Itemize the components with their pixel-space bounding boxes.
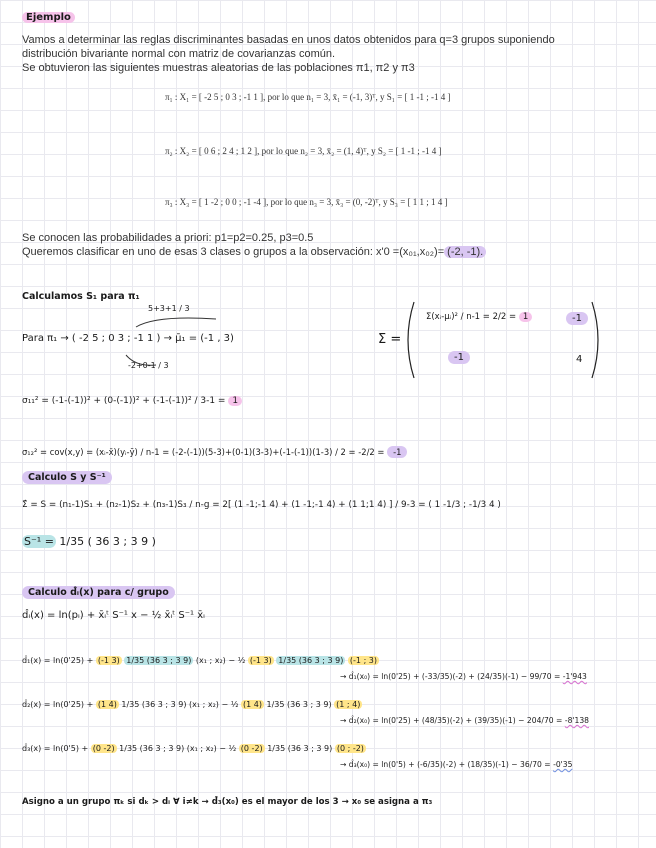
conclusion: Asigno a un grupo πₖ si dₖ > dᵢ ∀ i≠k → d̂₃(x₀) es el mayor de los 3 → x₀ se asigna a π₃	[22, 797, 433, 807]
d2-result: → d̂₂(x₀) = ln(0'25) + (48/35)(-2) + (39/35)(-1) − 204/70 = -8'138	[340, 716, 589, 725]
note-mean-x: -2+0-1 / 3	[128, 361, 169, 370]
observation: (-2, -1).	[444, 246, 486, 258]
s-inverse	[22, 535, 156, 548]
para-pi1: Para π₁ → ( -2 5 ; 0 3 ; -1 1 ) → μ̄₁ = (-1 , 3)	[22, 333, 234, 344]
section-d: Calculo d̂ᵢ(x) para c/ grupo	[22, 587, 175, 598]
intro	[22, 33, 632, 75]
population-2: π₂ : X₂ = [ 0 6 ; 2 4 ; 1 2 ], por lo que n₂ = 3, x̄₂ = (1, 4)ᵀ, y S₂ = [ 1 -1 ; -1 4 ]	[165, 146, 442, 156]
classify-text: Queremos clasificar en uno de esas 3 clases o grupos a la observación: x'0 =(x₀₁,x₀₂)=	[22, 246, 445, 258]
population-3: π₃ : X₃ = [ 1 -2 ; 0 0 ; -1 -4 ], por lo que n₃ = 3, x̄₃ = (0, -2)ᵀ, y S₃ = [ 1 1 ; 1 4 ]	[165, 197, 448, 207]
d3-equation: d̂₃(x) = ln(0'5) + (0 -2) 1/35 (36 3 ; 3 9) (x₁ ; x₂) − ½ (0 -2) 1/35 (36 3 ; 3 9) (0 ; -2)	[22, 744, 364, 753]
classify-line	[22, 245, 486, 259]
sigma-formula-text: Σ(xᵢ-μᵢ)² / n-1 = 2/2 =	[426, 312, 517, 322]
priors: Se conocen las probabilidades a priori: p1=p2=0.25, p3=0.5	[22, 232, 314, 244]
section-s: Calculo S y S⁻¹	[22, 472, 112, 483]
sigma-11: 1	[519, 312, 532, 322]
sigma11-equation	[22, 396, 242, 406]
sigma11-value: 1	[228, 396, 242, 406]
note-mean-y: 5+3+1 / 3	[148, 304, 190, 313]
sigma-21: -1	[448, 352, 470, 363]
sigma11-text: σ₁₁² = (-1-(-1))² + (0-(-1))² + (-1-(-1))² / 3-1 =	[22, 396, 226, 406]
sigma-12: -1	[566, 313, 588, 324]
d-general-formula: d̂ᵢ(x) = ln(pᵢ) + x̄ᵢᵗ S⁻¹ x − ½ x̄ᵢᵗ S⁻¹ x̄ᵢ	[22, 610, 205, 621]
intro-line: distribución bivariante normal con matriz de covarianzas común.	[22, 48, 336, 60]
sigma-label: Σ =	[378, 332, 402, 347]
s-inverse-label: S⁻¹ =	[24, 535, 54, 548]
sigma-formula	[426, 312, 532, 322]
population-1: π₁ : X₁ = [ -2 5 ; 0 3 ; -1 1 ], por lo que n₁ = 3, x̄₁ = (-1, 3)ᵀ, y S₁ = [ 1 -1 ; -1 4 ]	[165, 92, 451, 102]
s-inverse-value: 1/35 ( 36 3 ; 3 9 )	[59, 535, 156, 548]
intro-line: Vamos a determinar las reglas discriminantes basadas en unos datos obtenidos para q=3 grupos suponiendo	[22, 34, 555, 46]
d1-equation: d̂₁(x) = ln(0'25) + (-1 3) 1/35 (36 3 ; 3 9) (x₁ ; x₂) − ½ (-1 3) 1/35 (36 3 ; 3 9) (-1 ; 3)	[22, 656, 378, 665]
d1-result: → d̂₁(x₀) = ln(0'25) + (-33/35)(-2) + (24/35)(-1) − 99/70 = -1'943	[340, 672, 587, 681]
d2-equation: d̂₂(x) = ln(0'25) + (1 4) 1/35 (36 3 ; 3 9) (x₁ ; x₂) − ½ (1 4) 1/35 (36 3 ; 3 9) (1 ; 4)	[22, 700, 361, 709]
sigma-22: 4	[576, 354, 583, 365]
intro-line: Se obtuvieron las siguientes muestras aleatorias de las poblaciones π1, π2 y π3	[22, 62, 415, 74]
d3-result: → d̂₃(x₀) = ln(0'5) + (-6/35)(-2) + (18/35)(-1) − 36/70 = -0'35	[340, 760, 573, 769]
title: Ejemplo	[22, 12, 75, 23]
sigma12-equation	[22, 447, 407, 457]
sigma12-value: -1	[387, 446, 407, 458]
sigma12-text: σ₁₂² = cov(x,y) = (xᵢ-x̄)(yᵢ-ȳ) / n-1 = (-2-(-1))(5-3)+(0-1)(3-3)+(-1-(-1))(1-3) / 2 = -2/2 =	[22, 447, 385, 457]
arrow-annotations	[96, 305, 236, 385]
section-s1: Calculamos S₁ para π₁	[22, 291, 140, 302]
pooled-cov-equation: Σ̂ = S = (n₁-1)S₁ + (n₂-1)S₂ + (n₃-1)S₃ / n-g = 2[ (1 -1;-1 4) + (1 -1;-1 4) + (1 1;1 4) ] / 9-3 = ( 1 -1/3 ; -1/3 4 )	[22, 500, 501, 510]
